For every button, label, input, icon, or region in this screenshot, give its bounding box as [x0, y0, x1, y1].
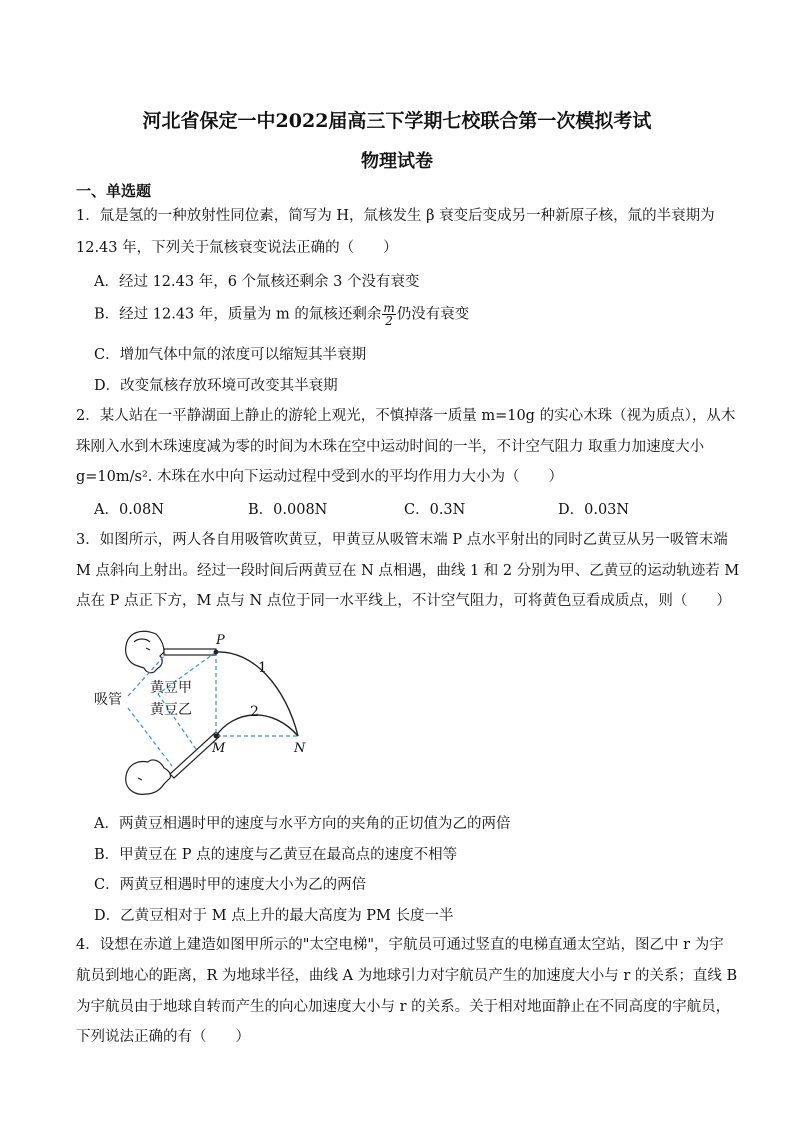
q1-option-a: A．经过 12.43 年，6 个氚核还剩余 3 个没有衰变 [94, 274, 420, 290]
label-curve-2: 2 [250, 704, 259, 720]
exam-title: 河北省保定一中2022届高三下学期七校联合第一次模拟考试 [142, 110, 652, 132]
q3-stem-line3: 点在 P 点正下方，M 点与 N 点位于同一水平线上，不计空气阻力，可将黄色豆看成质点，则（ ） [76, 593, 731, 609]
label-p: P [216, 633, 225, 648]
exam-subtitle: 物理试卷 [361, 151, 433, 172]
q2-option-d: D．0.03N [558, 502, 630, 518]
q2-option-a: A．0.08N [94, 502, 164, 518]
fraction-m-over-2 [382, 302, 395, 327]
q2-option-b: B．0.008N [248, 502, 328, 518]
fraction-numerator: m [383, 301, 395, 315]
label-n: N [294, 741, 306, 756]
q4-stem-line2: 航员到地心的距离，R 为地球半径，曲线 A 为地球引力对宇航员产生的加速度大小与 r 的关系；直线 B [76, 968, 738, 984]
q2-stem-line3: g=10m/s². 木珠在水中向下运动过程中受到水的平均作用力大小为（ ） [76, 469, 563, 485]
label-straw: 吸管 [94, 692, 122, 708]
bean-trajectory-diagram [94, 628, 324, 798]
q4-stem-line1: 4．设想在赤道上建造如图甲所示的"太空电梯"，宇航员可通过竖直的电梯直通太空站，图乙中 r 为宇 [76, 937, 724, 953]
q1-option-d: D．改变氚核存放环境可改变其半衰期 [94, 378, 338, 394]
q3-stem-line1: 3．如图所示，两人各自用吸管吹黄豆，甲黄豆从吸管末端 P 点水平射出的同时乙黄豆从另一吸管末端 [76, 532, 728, 548]
q4-stem-line4: 下列说法正确的有（ ） [76, 1029, 250, 1045]
q3-option-a: A．两黄豆相遇时甲的速度与水平方向的夹角的正切值为乙的两倍 [94, 816, 511, 832]
label-bean-a: 黄豆甲 [150, 680, 192, 696]
q1-option-c: C．增加气体中氚的浓度可以缩短其半衰期 [94, 347, 367, 363]
q1-option-b-text-post: 仍没有衰变 [396, 306, 470, 323]
label-bean-b: 黄豆乙 [150, 702, 192, 718]
q3-stem-line2: M 点斜向上射出。经过一段时间后两黄豆在 N 点相遇，曲线 1 和 2 分别为甲、乙黄豆的运动轨迹若 M [76, 563, 740, 579]
q3-figure [94, 628, 324, 802]
point-m [214, 734, 219, 739]
fraction-denominator: 2 [385, 314, 393, 328]
q1-option-b [94, 302, 469, 327]
label-m: M [212, 741, 226, 756]
q2-option-c: C．0.3N [404, 502, 466, 518]
q1-stem-line1: 1．氚是氢的一种放射性同位素，简写为 H，氚核发生 β 衰变后变成另一种新原子核，氚的半衰期为 [76, 208, 715, 224]
section-heading-single-choice: 一、单选题 [76, 182, 152, 200]
person-head-bottom-icon [126, 760, 171, 794]
q3-option-b: B．甲黄豆在 P 点的速度与乙黄豆在最高点的速度不相等 [94, 847, 458, 863]
q1-option-b-text-pre: B．经过 12.43 年，质量为 m 的氚核还剩余 [94, 306, 382, 323]
label-curve-1: 1 [258, 660, 267, 676]
q3-option-c: C．两黄豆相遇时甲的速度大小为乙的两倍 [94, 877, 367, 893]
q1-stem-line2: 12.43 年，下列关于氚核衰变说法正确的（ ） [76, 240, 398, 256]
person-head-top-icon [126, 631, 164, 672]
q3-option-d: D．乙黄豆相对于 M 点上升的最大高度为 PM 长度一半 [94, 908, 454, 924]
q2-stem-line1: 2．某人站在一平静湖面上静止的游轮上观光，不慎掉落一质量 m=10g 的实心木珠（视为质点），从木 [76, 408, 736, 424]
point-p [214, 650, 219, 655]
q4-stem-line3: 为宇航员由于地球自转而产生的向心加速度大小与 r 的关系。关于相对地面静止在不同高度的宇航员， [76, 999, 731, 1015]
straw-top [164, 649, 216, 655]
q2-stem-line2: 珠刚入水到木珠速度减为零的时间为木珠在空中运动时间的一半，不计空气阻力 取重力加速度大小 [76, 439, 705, 455]
